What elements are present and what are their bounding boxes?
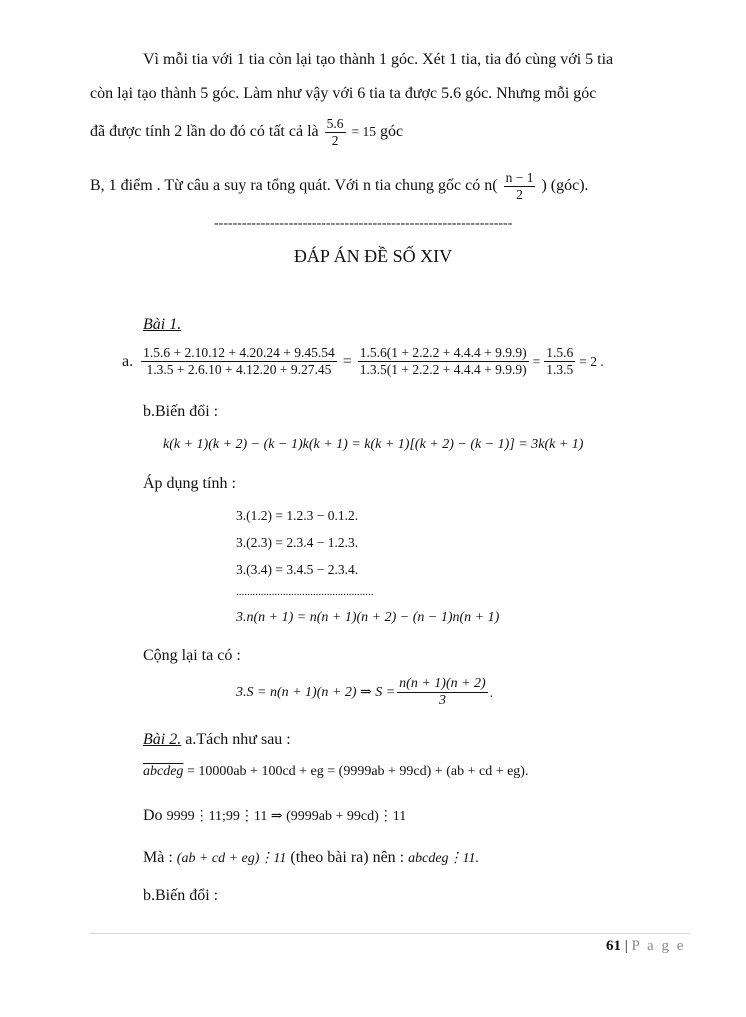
do-line xyxy=(143,806,406,827)
bai-1b-identity: k(k + 1)(k + 2) − (k − 1)k(k + 1) = k(k + 1)[(k + 2) − (k − 1)] = 3k(k + 1) xyxy=(163,437,584,452)
sum-fraction xyxy=(397,676,488,709)
bai-2a-expansion xyxy=(143,764,528,780)
intro-line-4 xyxy=(90,170,589,203)
intro-line-2: còn lại tạo thành 5 góc. Làm như vậy với 6 tia ta được 5.6 góc. Nhưng mỗi góc xyxy=(90,85,597,102)
intro-line-4-suffix: ) (góc). xyxy=(541,177,589,195)
ma-mid: (theo bài ra) nên : xyxy=(286,849,405,866)
bai-2a-expansion-rest: = 10000ab + 100cd + eg = (9999ab + 99cd) + (ab + cd + eg). xyxy=(183,764,529,779)
bai-1a-fraction-3 xyxy=(544,345,575,378)
separator-line: ---------------------------------------------------------------- xyxy=(214,216,513,231)
intro-line-3-equals: = 15 xyxy=(351,124,376,140)
sum-left: 3.S = n(n + 1)(n + 2) ⇒ S = xyxy=(236,685,396,700)
intro-line-3-prefix: đã được tính 2 lần do đó có tất cả là xyxy=(90,123,319,141)
page-footer xyxy=(606,938,685,955)
apply-dots: .................................................. xyxy=(236,586,374,598)
bai-1a-fraction-3-num: 1.5.6 xyxy=(546,345,574,360)
abcdeg-overline: abcdeg xyxy=(143,764,184,779)
ma-line xyxy=(143,848,479,869)
apply-line-1: 3.(1.2) = 1.2.3 − 0.1.2. xyxy=(236,508,359,523)
fraction-numerator: n − 1 xyxy=(505,170,534,185)
bai-1a-equation xyxy=(122,345,604,378)
do-prefix: Do xyxy=(143,807,163,824)
bai-1a-label: a. xyxy=(122,352,134,370)
footer-rule xyxy=(90,933,690,934)
bai-1b-label: b.Biến đổi : xyxy=(143,403,219,420)
do-math: 9999⋮11;99⋮11 ⇒ (9999ab + 99cd)⋮11 xyxy=(166,809,407,824)
sum-fraction-den: 3 xyxy=(438,693,446,708)
intro-line-4-prefix: B, 1 điểm . Từ câu a suy ra tổng quát. Với n tia chung gốc có n( xyxy=(90,177,498,195)
bai-1a-fraction-1-num: 1.5.6 + 2.10.12 + 4.20.24 + 9.45.54 xyxy=(143,345,335,360)
bai-1a-fraction-2-num: 1.5.6(1 + 2.2.2 + 4.4.4 + 9.9.9) xyxy=(359,345,527,360)
fraction-numerator: 5.6 xyxy=(326,116,344,131)
ma-math-2: abcdeg⋮11. xyxy=(408,851,480,866)
apply-last-line: 3.n(n + 1) = n(n + 1)(n + 2) − (n − 1)n(n + 1) xyxy=(236,610,500,625)
page-heading: ĐÁP ÁN ĐỀ SỐ XIV xyxy=(293,246,453,266)
bai-2a-text: a.Tách như sau : xyxy=(181,731,291,748)
page-word: P a g e xyxy=(631,938,686,954)
fraction-5-6-over-2 xyxy=(325,116,346,149)
intro-line-3 xyxy=(90,116,403,149)
ma-prefix: Mà : xyxy=(143,849,173,866)
bai-1-title: Bài 1. xyxy=(143,316,182,333)
sum-end: . xyxy=(489,684,494,700)
bai-1a-fraction-1-den: 1.3.5 + 2.6.10 + 4.12.20 + 9.27.45 xyxy=(146,362,332,377)
intro-line-1: Vì mỗi tia với 1 tia còn lại tạo thành 1 góc. Xét 1 tia, tia đó cùng với 5 tia xyxy=(143,51,614,68)
bai-1a-equals-2: = xyxy=(532,353,541,369)
bai-1a-fraction-1 xyxy=(141,345,337,378)
bai-1a-fraction-3-den: 1.3.5 xyxy=(546,362,574,377)
sum-fraction-num: n(n + 1)(n + 2) xyxy=(399,676,486,691)
bai-1a-result: = 2 . xyxy=(579,353,604,369)
page-number: 61 xyxy=(606,938,621,954)
fraction-denominator: 2 xyxy=(331,133,339,148)
ma-math-1: (ab + cd + eg)⋮11 xyxy=(176,851,287,866)
sum-label: Cộng lại ta có : xyxy=(143,647,241,664)
bai-1a-fraction-2 xyxy=(358,345,529,378)
intro-line-3-suffix: góc xyxy=(380,123,404,141)
bai-2-title: Bài 2. xyxy=(143,731,182,748)
sum-equation xyxy=(236,676,493,709)
footer-separator: | xyxy=(624,938,628,954)
bai-2-heading xyxy=(143,730,291,750)
bai-2b-label: b.Biến đổi : xyxy=(143,887,219,904)
bai-1a-equals-1: = xyxy=(342,352,352,370)
bai-1a-fraction-2-den: 1.3.5(1 + 2.2.2 + 4.4.4 + 9.9.9) xyxy=(359,362,527,377)
apply-label: Áp dụng tính : xyxy=(143,475,236,492)
apply-line-2: 3.(2.3) = 2.3.4 − 1.2.3. xyxy=(236,535,359,550)
fraction-n-minus-1-over-2 xyxy=(504,170,536,203)
apply-line-3: 3.(3.4) = 3.4.5 − 2.3.4. xyxy=(236,562,359,577)
fraction-denominator: 2 xyxy=(516,187,523,202)
